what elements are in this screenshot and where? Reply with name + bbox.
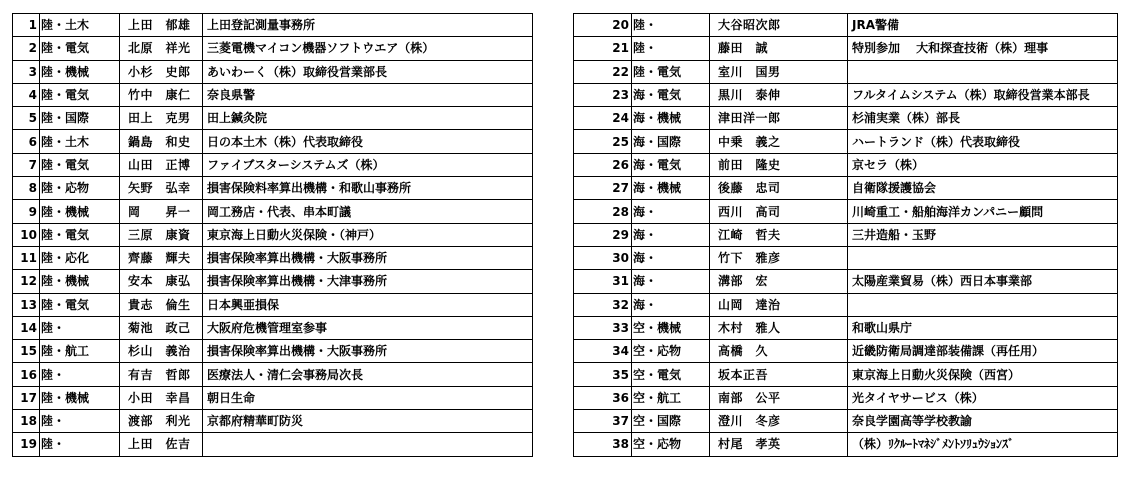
table-row [574, 153, 1118, 176]
row-number: 23 [574, 83, 632, 106]
table-row [574, 14, 1118, 37]
row-number: 16 [13, 363, 40, 386]
member-affiliation: 和歌山県庁 [848, 316, 1118, 339]
table-row [574, 60, 1118, 83]
member-affiliation: 奈良学園高等学校教諭 [848, 410, 1118, 433]
member-affiliation: フルタイムシステム（株）取締役営業本部長 [848, 83, 1118, 106]
table-row [574, 316, 1118, 339]
member-affiliation: 特別参加 大和探査技術（株）理事 [848, 37, 1118, 60]
branch-category: 陸・土木 [40, 14, 120, 37]
branch-category: 陸・ [632, 14, 710, 37]
row-number: 11 [13, 246, 40, 269]
row-number: 22 [574, 60, 632, 83]
row-number: 7 [13, 153, 40, 176]
branch-category: 海・電気 [632, 83, 710, 106]
row-number: 3 [13, 60, 40, 83]
branch-category: 陸・国際 [40, 107, 120, 130]
member-name: 竹中 康仁 [120, 83, 203, 106]
member-affiliation: 京都府精華町防災 [203, 410, 533, 433]
branch-category: 陸・ [632, 37, 710, 60]
row-number: 27 [574, 177, 632, 200]
table-row [13, 270, 533, 293]
branch-category: 海・ [632, 270, 710, 293]
row-number: 31 [574, 270, 632, 293]
member-name: 西川 高司 [710, 200, 848, 223]
member-name: 木村 雅人 [710, 316, 848, 339]
row-number: 24 [574, 107, 632, 130]
member-affiliation: 東京海上日動火災保険・（神戸） [203, 223, 533, 246]
member-affiliation: （株）ﾘｸﾙｰﾄﾏﾈｼﾞﾒﾝﾄｿﾘｭｳｼｮﾝｽﾞ [848, 433, 1118, 456]
member-affiliation: 大阪府危機管理室参事 [203, 316, 533, 339]
row-number: 28 [574, 200, 632, 223]
row-number: 32 [574, 293, 632, 316]
row-number: 13 [13, 293, 40, 316]
member-affiliation: 太陽産業貿易（株）西日本事業部 [848, 270, 1118, 293]
table-row [574, 223, 1118, 246]
row-number: 4 [13, 83, 40, 106]
table-row [13, 130, 533, 153]
row-number: 12 [13, 270, 40, 293]
branch-category: 陸・ [40, 363, 120, 386]
member-name: 高橋 久 [710, 340, 848, 363]
member-affiliation: 近畿防衛局調達部装備課（再任用） [848, 340, 1118, 363]
row-number: 37 [574, 410, 632, 433]
table-row [13, 200, 533, 223]
member-name: 中乗 義之 [710, 130, 848, 153]
member-affiliation [848, 246, 1118, 269]
table-row [574, 293, 1118, 316]
row-number: 9 [13, 200, 40, 223]
branch-category: 陸・機械 [40, 200, 120, 223]
member-name: 矢野 弘幸 [120, 177, 203, 200]
table-row [574, 386, 1118, 409]
member-name: 竹下 雅彦 [710, 246, 848, 269]
table-row [13, 223, 533, 246]
branch-category: 空・機械 [632, 316, 710, 339]
table-row [574, 107, 1118, 130]
member-affiliation: 損害保険率算出機構・大津事務所 [203, 270, 533, 293]
branch-category: 陸・応化 [40, 246, 120, 269]
row-number: 36 [574, 386, 632, 409]
table-row [13, 83, 533, 106]
table-row [574, 433, 1118, 456]
member-name: 田上 克男 [120, 107, 203, 130]
table-row [13, 293, 533, 316]
member-table-left [12, 13, 533, 457]
member-name: 小田 幸昌 [120, 386, 203, 409]
member-affiliation: 岡工務店・代表、串本町議 [203, 200, 533, 223]
branch-category: 海・ [632, 200, 710, 223]
member-affiliation: 京セラ（株） [848, 153, 1118, 176]
member-name: 室川 国男 [710, 60, 848, 83]
member-affiliation: 光タイヤサービス（株） [848, 386, 1118, 409]
member-table-left-body [13, 14, 533, 457]
member-name: 山岡 達治 [710, 293, 848, 316]
member-table-right [573, 13, 1118, 457]
branch-category: 空・国際 [632, 410, 710, 433]
table-row [13, 340, 533, 363]
member-name: 後藤 忠司 [710, 177, 848, 200]
row-number: 1 [13, 14, 40, 37]
row-number: 38 [574, 433, 632, 456]
member-affiliation: 損害保険料率算出機構・和歌山事務所 [203, 177, 533, 200]
table-row [13, 107, 533, 130]
row-number: 34 [574, 340, 632, 363]
member-name: 江崎 哲夫 [710, 223, 848, 246]
branch-category: 海・電気 [632, 153, 710, 176]
branch-category: 海・機械 [632, 177, 710, 200]
member-name: 貴志 倫生 [120, 293, 203, 316]
member-affiliation [848, 60, 1118, 83]
table-row [13, 410, 533, 433]
table-row [13, 246, 533, 269]
branch-category: 空・応物 [632, 433, 710, 456]
branch-category: 海・ [632, 293, 710, 316]
row-number: 17 [13, 386, 40, 409]
branch-category: 陸・電気 [40, 37, 120, 60]
table-row [13, 363, 533, 386]
branch-category: 陸・ [40, 410, 120, 433]
member-affiliation: 朝日生命 [203, 386, 533, 409]
branch-category: 空・応物 [632, 340, 710, 363]
member-affiliation: 日本興亜損保 [203, 293, 533, 316]
table-row [574, 37, 1118, 60]
table-row [574, 83, 1118, 106]
table-row [13, 433, 533, 456]
table-row [13, 177, 533, 200]
table-row [574, 270, 1118, 293]
table-row [574, 363, 1118, 386]
member-affiliation [848, 293, 1118, 316]
member-name: 岡 昇一 [120, 200, 203, 223]
member-name: 北原 祥光 [120, 37, 203, 60]
row-number: 33 [574, 316, 632, 339]
table-row [13, 60, 533, 83]
branch-category: 海・ [632, 246, 710, 269]
member-name: 鍋島 和史 [120, 130, 203, 153]
row-number: 15 [13, 340, 40, 363]
branch-category: 陸・電気 [40, 83, 120, 106]
branch-category: 陸・ [40, 433, 120, 456]
member-affiliation: 田上鍼灸院 [203, 107, 533, 130]
member-table-right-body [574, 14, 1118, 457]
row-number: 2 [13, 37, 40, 60]
table-row [13, 153, 533, 176]
member-name: 有吉 哲郎 [120, 363, 203, 386]
branch-category: 陸・電気 [40, 293, 120, 316]
table-row [574, 410, 1118, 433]
row-number: 21 [574, 37, 632, 60]
row-number: 10 [13, 223, 40, 246]
member-name: 南部 公平 [710, 386, 848, 409]
branch-category: 陸・機械 [40, 270, 120, 293]
branch-category: 陸・ [40, 316, 120, 339]
member-affiliation: 三菱電機マイコン機器ソフトウエア（株） [203, 37, 533, 60]
branch-category: 海・ [632, 223, 710, 246]
table-row [13, 37, 533, 60]
row-number: 35 [574, 363, 632, 386]
member-name: 大谷昭次郎 [710, 14, 848, 37]
branch-category: 陸・応物 [40, 177, 120, 200]
branch-category: 海・機械 [632, 107, 710, 130]
member-name: 前田 隆史 [710, 153, 848, 176]
row-number: 6 [13, 130, 40, 153]
branch-category: 陸・航工 [40, 340, 120, 363]
member-affiliation: 奈良県警 [203, 83, 533, 106]
branch-category: 陸・土木 [40, 130, 120, 153]
member-name: 菊池 政己 [120, 316, 203, 339]
table-row [574, 130, 1118, 153]
member-affiliation: あいわーく（株）取締役営業部長 [203, 60, 533, 83]
table-row [574, 177, 1118, 200]
member-affiliation: 損害保険率算出機構・大阪事務所 [203, 340, 533, 363]
member-affiliation [203, 433, 533, 456]
member-name: 溝部 宏 [710, 270, 848, 293]
member-name: 三原 康資 [120, 223, 203, 246]
member-name: 坂本正吾 [710, 363, 848, 386]
branch-category: 陸・機械 [40, 386, 120, 409]
table-row [13, 14, 533, 37]
member-name: 上田 佐吉 [120, 433, 203, 456]
member-name: 渡部 利光 [120, 410, 203, 433]
member-affiliation: 上田登記測量事務所 [203, 14, 533, 37]
branch-category: 陸・電気 [40, 223, 120, 246]
table-row [574, 340, 1118, 363]
member-affiliation: JRA警備 [848, 14, 1118, 37]
branch-category: 陸・機械 [40, 60, 120, 83]
row-number: 25 [574, 130, 632, 153]
row-number: 29 [574, 223, 632, 246]
member-affiliation: ファイブスターシステムズ（株） [203, 153, 533, 176]
member-name: 黒川 泰伸 [710, 83, 848, 106]
row-number: 14 [13, 316, 40, 339]
member-affiliation: 医療法人・清仁会事務局次長 [203, 363, 533, 386]
row-number: 18 [13, 410, 40, 433]
member-name: 村尾 孝英 [710, 433, 848, 456]
row-number: 26 [574, 153, 632, 176]
row-number: 19 [13, 433, 40, 456]
member-affiliation: 三井造船・玉野 [848, 223, 1118, 246]
row-number: 8 [13, 177, 40, 200]
branch-category: 空・航工 [632, 386, 710, 409]
table-row [13, 316, 533, 339]
member-name: 小杉 史郎 [120, 60, 203, 83]
table-row [574, 246, 1118, 269]
branch-category: 海・国際 [632, 130, 710, 153]
member-name: 上田 郁雄 [120, 14, 203, 37]
table-row [574, 200, 1118, 223]
member-name: 杉山 義治 [120, 340, 203, 363]
member-affiliation: 川崎重工・船舶海洋カンパニー顧問 [848, 200, 1118, 223]
member-affiliation: 自衛隊援護協会 [848, 177, 1118, 200]
member-affiliation: 杉浦実業（株）部長 [848, 107, 1118, 130]
member-name: 藤田 誠 [710, 37, 848, 60]
row-number: 30 [574, 246, 632, 269]
row-number: 5 [13, 107, 40, 130]
member-name: 齊藤 輝夫 [120, 246, 203, 269]
branch-category: 陸・電気 [40, 153, 120, 176]
branch-category: 空・電気 [632, 363, 710, 386]
member-name: 澄川 冬彦 [710, 410, 848, 433]
member-name: 津田洋一郎 [710, 107, 848, 130]
member-affiliation: ハートランド（株）代表取締役 [848, 130, 1118, 153]
row-number: 20 [574, 14, 632, 37]
branch-category: 陸・電気 [632, 60, 710, 83]
member-affiliation: 損害保険率算出機構・大阪事務所 [203, 246, 533, 269]
member-name: 山田 正博 [120, 153, 203, 176]
member-affiliation: 東京海上日動火災保険（西宮） [848, 363, 1118, 386]
member-name: 安本 康弘 [120, 270, 203, 293]
member-affiliation: 日の本土木（株）代表取締役 [203, 130, 533, 153]
table-row [13, 386, 533, 409]
